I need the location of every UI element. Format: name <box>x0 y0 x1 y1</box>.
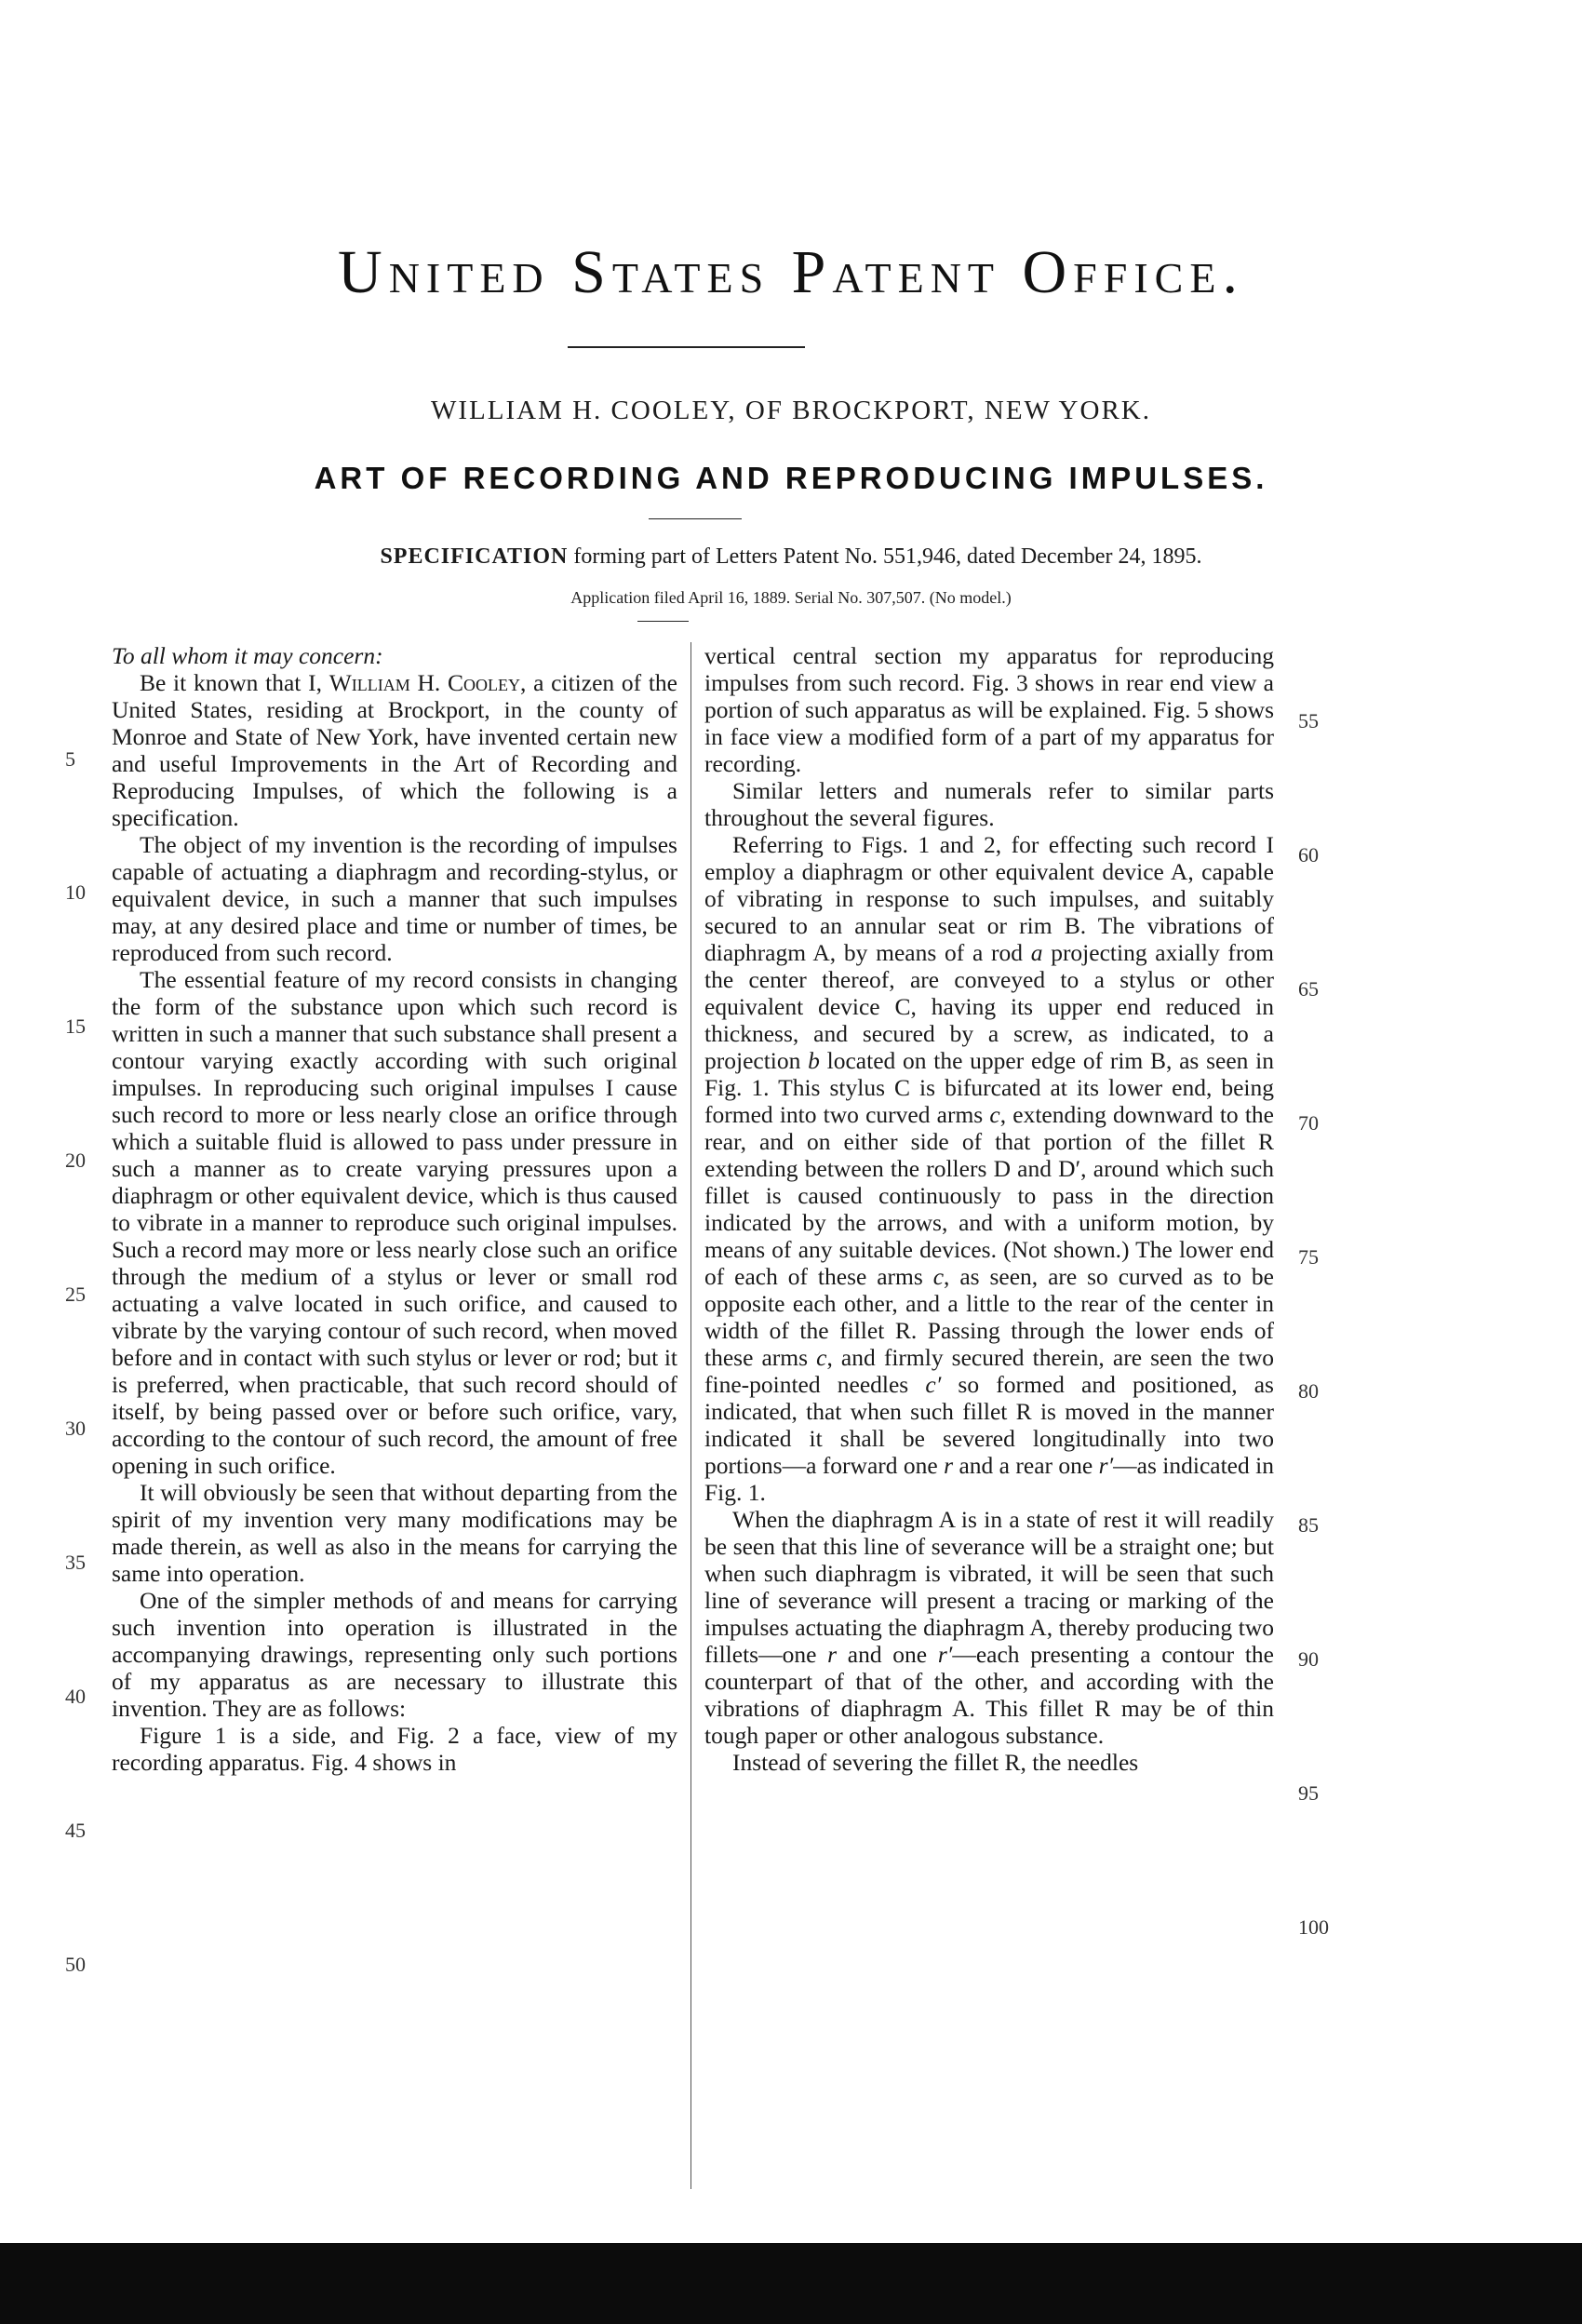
right-column <box>704 642 1274 1776</box>
line-number: 65 <box>1298 977 1319 1001</box>
line-number: 30 <box>65 1417 86 1440</box>
text-run: and one <box>837 1641 938 1668</box>
italic-letter: r′ <box>937 1641 953 1668</box>
paragraph: The object of my invention is the recording of impulses capable of actuating a diaphragm and recording-stylus, or equivalent device, in such a manner that such impulses may, at any desired place and time or number of times, be reproduced from such record. <box>112 831 677 966</box>
text-run: located on the upper edge of rim B, as seen in Fig. 1. This stylus C is bifurcated at its lower end, being formed into two curved arms <box>704 1047 1274 1128</box>
italic-letter: c <box>989 1101 1000 1128</box>
paragraph <box>704 1506 1274 1749</box>
paragraph: Instead of severing the fillet R, the needles <box>732 1749 1139 1776</box>
text-run: Referring to Figs. 1 and 2, for effecting such record I employ a diaphragm or other equivalent device A, capable of vibrating in response to such impulses, and suitably secured to an annular seat or rim B. The vibrations of diaphragm A, by means of a rod <box>704 831 1274 966</box>
text-run: so formed and positioned, as indicated, that when such fillet R is moved in the manner indicated it shall be severed longitudinally into two portions—a forward one <box>704 1371 1274 1479</box>
paragraph: Figure 1 is a side, and Fig. 2 a face, view of my recording apparatus. Fig. 4 shows in <box>112 1722 677 1776</box>
text-run: and a rear one <box>953 1452 1099 1479</box>
specification-lead: SPECIFICATION <box>380 544 569 569</box>
line-number: 100 <box>1298 1915 1329 1939</box>
scan-edge-band <box>0 2243 1582 2324</box>
title-rule <box>568 346 805 348</box>
office-title: United States Patent Office. <box>338 238 1244 306</box>
invention-title: ART OF RECORDING AND REPRODUCING IMPULSES. <box>314 461 1268 495</box>
line-number: 35 <box>65 1551 86 1574</box>
text-run: , a citizen of the United States, residing at Brockport, in the county of Monroe and State of New York, have invented certain new and useful Improvements in the Art of Recording and Reproducing Impulses, of which the following is a specification. <box>112 669 678 831</box>
paragraph <box>704 831 1274 1506</box>
line-number: 45 <box>65 1819 86 1842</box>
line-number: 10 <box>65 880 86 904</box>
column-divider <box>690 642 691 2189</box>
line-number: 90 <box>1298 1647 1319 1671</box>
line-number: 55 <box>1298 709 1319 732</box>
line-number: 75 <box>1298 1245 1319 1269</box>
paragraph: Similar letters and numerals refer to similar parts throughout the several figures. <box>704 777 1274 831</box>
line-number: 80 <box>1298 1379 1319 1403</box>
line-number: 95 <box>1298 1781 1319 1805</box>
text-run: —as indicated in Fig. 1. <box>704 1452 1274 1506</box>
paragraph: The essential feature of my record consists in changing the form of the substance upon which such record is written in such a manner that such substance shall present a contour varying exactly according with such original impulses. In reproducing such original impulses I cause such record to more or less nearly close an orifice through which a suitable fluid is allowed to pass under pressure in such a manner as to create varying pressures upon a diaphragm or other equivalent device, which is thus caused to vibrate in a manner to reproduce such original impulses. Such a record may more or less nearly close such an orifice through the medium of a stylus or lever or small rod actuating a valve located in such orifice, and caused to vibrate by the varying contour of such record, when moved before and in contact with such stylus or lever or rod; but it is preferred, when practicable, that such record should of itself, by being passed over or before such orifice, vary, according to the contour of such record, the amount of free opening in such orifice. <box>112 966 677 1479</box>
italic-letter: r <box>827 1641 838 1668</box>
line-number: 60 <box>1298 843 1319 866</box>
text-run: Be it known that I, <box>140 669 329 696</box>
left-column <box>112 642 677 1776</box>
text-run: When the diaphragm A is in a state of rest it will readily be seen that this line of severance will be a straight one; but when such diaphragm is vibrated, it will be seen that such line of severance will present a tracing or marking of the impulses actuating the diaphragm A, thereby producing two fillets—one <box>704 1506 1274 1668</box>
italic-letter: b <box>808 1047 820 1074</box>
title-short-rule <box>649 518 742 519</box>
italic-letter: c <box>932 1263 945 1290</box>
italic-letter: r <box>944 1452 954 1479</box>
line-number: 25 <box>65 1283 86 1306</box>
line-number: 5 <box>65 747 75 771</box>
line-number: 50 <box>65 1953 86 1976</box>
italic-letter: c′ <box>925 1371 942 1398</box>
text-run: , as seen, are so curved as to be opposite each other, and a little to the rear of the center in width of the fillet R. Passing through the lower ends of these arms <box>704 1263 1274 1371</box>
line-number: 70 <box>1298 1111 1319 1135</box>
inventor-name: William H. Cooley <box>328 669 521 696</box>
text-run: projecting axially from the center thereof, are conveyed to a stylus or other equivalent device C, having its upper end reduced in thickness, and secured by a screw, as indicated, to a projection <box>704 939 1274 1074</box>
specification-rest: forming part of Letters Patent No. 551,946, dated December 24, 1895. <box>573 544 1202 569</box>
line-number: 85 <box>1298 1513 1319 1537</box>
italic-letter: c <box>816 1344 827 1371</box>
line-number: 40 <box>65 1685 86 1708</box>
text-run: , and firmly secured therein, are seen the two fine-pointed needles <box>704 1344 1274 1398</box>
italic-letter: r′ <box>1098 1452 1114 1479</box>
salutation: To all whom it may concern: <box>112 642 383 669</box>
application-short-rule <box>637 621 689 622</box>
paragraph: It will obviously be seen that without departing from the spirit of my invention very many modifications may be made therein, as well as also in the means for carrying the same into operation. <box>112 1479 677 1587</box>
line-number: 20 <box>65 1149 86 1172</box>
text-run: —each presenting a contour the counterpart of that of the other, and according with the vibrations of diaphragm A. This fillet R may be of thin tough paper or other analogous substance. <box>704 1641 1274 1749</box>
line-number: 15 <box>65 1014 86 1038</box>
inventor-line: WILLIAM H. COOLEY, OF BROCKPORT, NEW YORK. <box>431 396 1151 425</box>
paragraph: One of the simpler methods of and means for carrying such invention into operation is illustrated in the accompanying drawings, representing only such portions of my apparatus as are necessary to illustrate this invention. They are as follows: <box>112 1587 677 1722</box>
specification-line <box>0 544 1582 570</box>
italic-letter: a <box>1030 939 1043 966</box>
paragraph: vertical central section my apparatus for reproducing impulses from such record. Fig. 3 shows in rear end view a portion of such apparatus as will be explained. Fig. 5 shows in face view a modified form of a part of my apparatus for recording. <box>704 642 1274 777</box>
application-line: Application filed April 16, 1889. Serial No. 307,507. (No model.) <box>570 588 1012 607</box>
paragraph <box>112 669 677 831</box>
text-run: , extending downward to the rear, and on either side of that portion of the fillet R extending between the rollers D and D′, around which such fillet is caused continuously to pass in the direction indicated by the arrows, and with a uniform motion, by means of any suitable devices. (Not shown.) The lower end of each of these arms <box>704 1101 1274 1290</box>
